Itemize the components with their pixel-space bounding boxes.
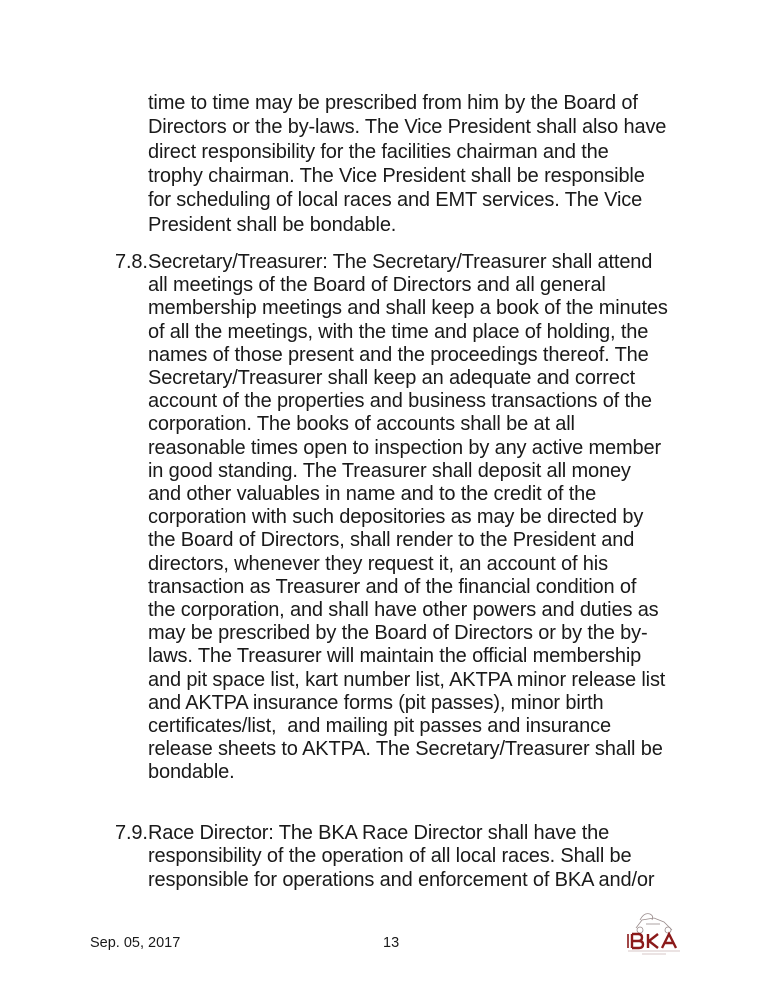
text-line: release sheets to AKTPA. The Secretary/Treasurer shall be (148, 738, 663, 761)
text-line: Directors or the by-laws. The Vice President shall also have (148, 116, 667, 139)
text-line: and other valuables in name and to the credit of the (148, 483, 597, 505)
text-line: membership meetings and shall keep a book of the minutes (148, 297, 668, 320)
text-line: President shall be bondable. (148, 213, 397, 236)
logo-tagline (628, 951, 680, 954)
text-line: the corporation, and shall have other powers and duties as (148, 599, 659, 621)
text-line: directors, whenever they request it, an account of his (148, 552, 608, 575)
text-line: reasonable times open to inspection by any active member (148, 436, 661, 459)
text-line: all meetings of the Board of Directors and all general (148, 274, 606, 297)
bka-logo-graphic (624, 908, 684, 958)
text-line: certificates/list, and mailing pit passes and insurance (148, 715, 611, 737)
text-line: the Board of Directors, shall render to the President and (148, 529, 635, 552)
bka-logo (624, 908, 684, 958)
page-number: 13 (383, 935, 400, 951)
text-line: trophy chairman. The Vice President shall be responsible (148, 164, 645, 187)
text-line: names of those present and the proceedings thereof. The (148, 343, 649, 366)
section-number: 7.8. (115, 251, 148, 273)
text-line: for scheduling of local races and EMT services. The Vice (148, 189, 643, 212)
text-line: responsibility of the operation of all local races. Shall be (148, 845, 632, 868)
text-line: laws. The Treasurer will maintain the official membership (148, 645, 642, 668)
kart-sketch-icon (636, 914, 672, 933)
text-line: of all the meetings, with the time and place of holding, the (148, 320, 649, 343)
footer-date: Sep. 05, 2017 (90, 935, 181, 951)
text-line: time to time may be prescribed from him by the Board of (148, 92, 638, 114)
text-line: in good standing. The Treasurer shall deposit all money (148, 459, 631, 482)
text-line: and pit space list, kart number list, AKTPA minor release list (148, 668, 666, 691)
text-line: direct responsibility for the facilities chairman and the (148, 140, 609, 163)
text-line: account of the properties and business transactions of the (148, 390, 652, 413)
text-line: Race Director: The BKA Race Director shall have the (148, 822, 610, 844)
section-number: 7.9. (115, 822, 148, 844)
text-line: may be prescribed by the Board of Directors or by the by- (148, 622, 648, 645)
text-line: Secretary/Treasurer: The Secretary/Treasurer shall attend (148, 251, 653, 273)
text-line: corporation with such depositories as may be directed by (148, 506, 644, 529)
bka-letters (628, 934, 676, 948)
text-line: responsible for operations and enforcement of BKA and/or (148, 868, 655, 891)
text-line: transaction as Treasurer and of the financial condition of (148, 575, 637, 598)
text-line: bondable. (148, 761, 235, 784)
text-line: and AKTPA insurance forms (pit passes), minor birth (148, 691, 604, 714)
text-line: corporation. The books of accounts shall be at all (148, 413, 575, 436)
text-line: Secretary/Treasurer shall keep an adequate and correct (148, 367, 635, 389)
